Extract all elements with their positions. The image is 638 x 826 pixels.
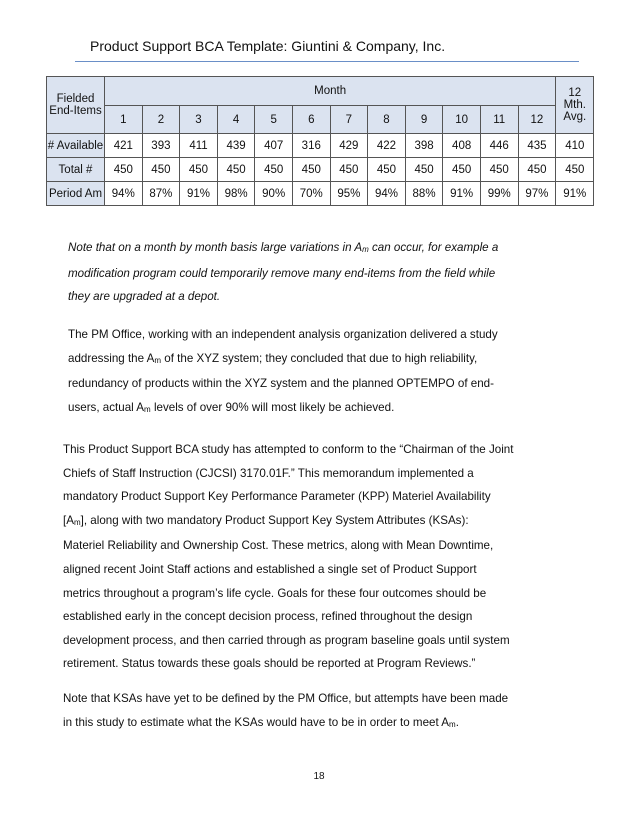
p2-line-3: redundancy of products within the XYZ system and the planned OPTEMPO of end-: [68, 377, 494, 391]
corner-header: Fielded End-Items: [47, 77, 105, 134]
page-number: 18: [313, 771, 325, 782]
avg-cell: 410: [556, 134, 594, 158]
table-cell: 91%: [443, 182, 481, 206]
table-cell: 429: [330, 134, 368, 158]
table-cell: 435: [518, 134, 556, 158]
month-header-cell: 12: [518, 106, 556, 134]
p1-line-3: they are upgraded at a depot.: [68, 290, 221, 304]
table-cell: 450: [142, 158, 180, 182]
table-cell: 98%: [217, 182, 255, 206]
table-row: [47, 182, 594, 206]
table-cell: 94%: [368, 182, 406, 206]
page-header-title: Product Support BCA Template: Giuntini & Company, Inc.: [90, 38, 446, 54]
table-row: [47, 158, 594, 182]
month-group-header: Month: [105, 77, 556, 106]
table-cell: 421: [105, 134, 143, 158]
table-cell: 450: [180, 158, 218, 182]
month-header-cell: 7: [330, 106, 368, 134]
table-cell: 450: [480, 158, 518, 182]
table-cell: 408: [443, 134, 481, 158]
month-header-cell: 9: [405, 106, 443, 134]
table-row: [47, 134, 594, 158]
month-header-cell: 6: [292, 106, 330, 134]
table-cell: 70%: [292, 182, 330, 206]
table-cell: 450: [518, 158, 556, 182]
table-cell: 450: [292, 158, 330, 182]
note-paragraph-am-variation: [68, 236, 578, 309]
header-rule: [75, 61, 579, 62]
table-cell: 450: [368, 158, 406, 182]
table-cell: 450: [255, 158, 293, 182]
month-header-cell: 11: [480, 106, 518, 134]
table-cell: 316: [292, 134, 330, 158]
table-cell: 97%: [518, 182, 556, 206]
table-cell: 446: [480, 134, 518, 158]
p1-line-2: modification program could temporarily remove many end-items from the field while: [68, 266, 496, 280]
table-cell: 450: [217, 158, 255, 182]
table-cell: 94%: [105, 182, 143, 206]
table-cell: 398: [405, 134, 443, 158]
avg-cell: 450: [556, 158, 594, 182]
row-label: # Available: [47, 134, 105, 158]
table-cell: 422: [368, 134, 406, 158]
table-cell: 411: [180, 134, 218, 158]
month-header-cell: 10: [443, 106, 481, 134]
month-header-cell: 4: [217, 106, 255, 134]
avg-cell: 91%: [556, 182, 594, 206]
table-cell: 450: [443, 158, 481, 182]
month-header-cell: 5: [255, 106, 293, 134]
cjcsi-paragraph: This Product Support BCA study has attempted to conform to the “Chairman of the Joint Chiefs of Staff Instruction (CJCSI) 3170.01F.” This memorandum implemented a mandatory Product Support Key Performance Parameter (KPP) Materiel Availability $[A_m]$, along with two mandatory Product Support Key System Attributes (KSAs): Materiel Reliability and Ownership Cost. These metrics, along with Mean Downtime, aligned recent Joint Staff actions and established a single set of Product Support metrics throughout a program’s life cycle. Goals for these four outcomes should be established early in the concept decision process, refined throughout the design development process, and then carried through as program baseline goals until system retirement. Status towards these goals should be reported at Program Reviews.”: [63, 443, 514, 671]
p2-line-1: The PM Office, working with an independent analysis organization delivered a study: [68, 328, 498, 341]
table-cell: 450: [330, 158, 368, 182]
table-cell: 87%: [142, 182, 180, 206]
avg-header: 12 Mth. Avg.: [556, 77, 594, 134]
p2-line-4: users, actual $A_m$ levels of over 90% will most likely be achieved.: [68, 400, 395, 414]
table-cell: 99%: [480, 182, 518, 206]
availability-table: [46, 76, 594, 206]
pm-office-paragraph: [68, 323, 588, 421]
p1-line-1: Note that on a month by month basis large variations in $A_m$ can occur, for example a: [68, 241, 499, 254]
row-label: Period Am: [47, 182, 105, 206]
month-header-cell: 1: [105, 106, 143, 134]
table-cell: 95%: [330, 182, 368, 206]
p2-line-2: addressing the $A_m$ of the XYZ system; they concluded that due to high reliability,: [68, 351, 478, 365]
month-header-cell: 3: [180, 106, 218, 134]
table-cell: 88%: [405, 182, 443, 206]
ksa-note-paragraph: Note that KSAs have yet to be defined by the PM Office, but attempts have been made in this study to estimate what the KSAs would have to be in order to meet $A_m$.: [63, 692, 509, 729]
table-cell: 450: [105, 158, 143, 182]
table-cell: 91%: [180, 182, 218, 206]
table-cell: 90%: [255, 182, 293, 206]
month-header-cell: 8: [368, 106, 406, 134]
table-cell: 407: [255, 134, 293, 158]
table-cell: 439: [217, 134, 255, 158]
table-cell: 393: [142, 134, 180, 158]
month-header-cell: 2: [142, 106, 180, 134]
row-label: Total #: [47, 158, 105, 182]
table-cell: 450: [405, 158, 443, 182]
